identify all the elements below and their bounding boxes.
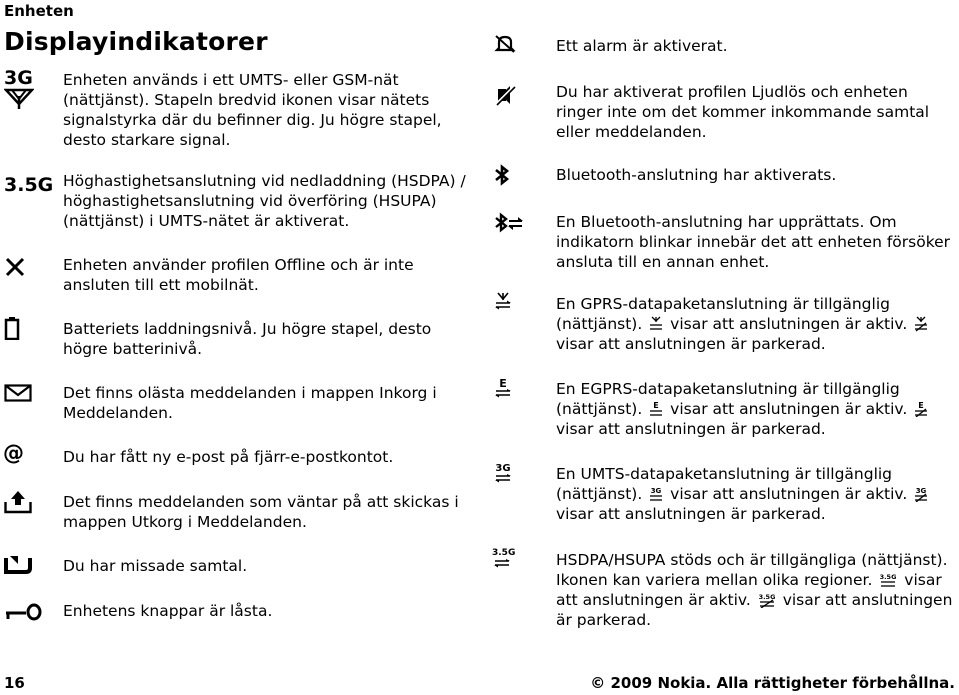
svg-text:3.5G: 3.5G bbox=[879, 573, 897, 581]
right-item-bluetooth-connected: En Bluetooth-anslutning har upprättats. Om indikatorn blinkar innebär det att enheten försöker ansluta till en annan enhet. bbox=[556, 213, 951, 271]
egprs-text-a: En EGPRS-datapaketanslutning är tillgänglig (nättjänst). bbox=[556, 380, 900, 418]
egprs-text-c: visar att anslutningen är parkerad. bbox=[556, 420, 826, 438]
gprs-text-b: visar att anslutningen är aktiv. bbox=[670, 315, 908, 333]
page-number: 16 bbox=[4, 674, 25, 692]
svg-text:E: E bbox=[653, 401, 659, 410]
right-item-bluetooth: Bluetooth-anslutning har aktiverats. bbox=[556, 166, 837, 184]
3g-signal-icon: 3G bbox=[4, 68, 34, 110]
page-title: Displayindikatorer bbox=[4, 27, 268, 56]
outbox-icon bbox=[4, 490, 32, 514]
left-item-battery: Batteriets laddningsnivå. Ju högre stapel, desto högre batterinivå. bbox=[63, 320, 432, 358]
offline-icon bbox=[4, 256, 26, 278]
silent-icon bbox=[494, 84, 516, 106]
left-item-3g: Enheten används i ett UMTS- eller GSM-nät (nättjänst). Stapeln bredvid ikonen visar nätets signalstyrka där du befinner dig. Ju högre stapel, desto starkare signal. bbox=[63, 71, 442, 149]
umts-parked-icon bbox=[914, 486, 928, 502]
gprs-text-a: En GPRS-datapaketanslutning är tillgänglig (nättjänst). bbox=[556, 295, 890, 333]
envelope-icon bbox=[4, 384, 32, 402]
egprs-icon: E bbox=[494, 378, 512, 399]
umts-icon: 3G bbox=[494, 463, 512, 484]
left-item-keylock: Enhetens knappar är låsta. bbox=[63, 602, 273, 620]
battery-icon bbox=[4, 316, 20, 340]
svg-text:3.5G: 3.5G bbox=[758, 593, 776, 601]
umts-text-a: En UMTS-datapaketanslutning är tillgänglig (nättjänst). bbox=[556, 465, 893, 503]
right-item-umts bbox=[556, 464, 956, 524]
right-item-egprs bbox=[556, 379, 956, 439]
left-item-inbox: Det finns olästa meddelanden i mappen Inkorg i Meddelanden. bbox=[63, 384, 437, 422]
egprs-active-icon bbox=[649, 401, 663, 417]
svg-text:3G: 3G bbox=[650, 487, 662, 495]
left-item-offline: Enheten använder profilen Offline och är inte ansluten till ett mobilnät. bbox=[63, 256, 414, 294]
right-item-gprs bbox=[556, 294, 956, 354]
egprs-text-b: visar att anslutningen är aktiv. bbox=[670, 400, 908, 418]
copyright: © 2009 Nokia. Alla rättigheter förbehållna. bbox=[590, 674, 955, 692]
svg-text:3G: 3G bbox=[915, 487, 927, 495]
umts-text-c: visar att anslutningen är parkerad. bbox=[556, 505, 826, 523]
umts-text-b: visar att anslutningen är aktiv. bbox=[670, 485, 908, 503]
bluetooth-connected-icon bbox=[494, 212, 524, 234]
hsdpa-text-a: HSDPA/HSUPA stöds och är tillgängliga (nättjänst). Ikonen kan variera mellan olika regioner. bbox=[556, 551, 948, 589]
right-item-alarm: Ett alarm är aktiverat. bbox=[556, 37, 728, 55]
alarm-icon bbox=[494, 34, 516, 54]
left-item-email: Du har fått ny e-post på fjärr-e-postkontot. bbox=[63, 448, 394, 466]
gprs-parked-icon bbox=[914, 316, 928, 332]
hsdpa-icon: 3.5G bbox=[492, 548, 514, 569]
left-item-3-5g: Höghastighetsanslutning vid nedladdning (HSDPA) / höghastighetsanslutning vid överföring (HSUPA) (nättjänst) i UMTS-nätet är aktiverat. bbox=[63, 172, 466, 230]
svg-text:E: E bbox=[918, 401, 924, 410]
3-5g-icon: 3.5G bbox=[4, 174, 54, 196]
right-item-silent: Du har aktiverat profilen Ljudlös och enheten ringer inte om det kommer inkommande samtal eller meddelanden. bbox=[556, 83, 930, 141]
gprs-icon bbox=[494, 292, 512, 312]
key-lock-icon bbox=[4, 601, 42, 621]
umts-active-icon bbox=[649, 486, 663, 502]
at-icon: @ bbox=[3, 441, 24, 465]
egprs-parked-icon bbox=[914, 401, 928, 417]
gprs-text-c: visar att anslutningen är parkerad. bbox=[556, 335, 826, 353]
missed-call-icon bbox=[4, 554, 32, 576]
right-item-hsdpa bbox=[556, 550, 956, 630]
hsdpa-text-c: visar att anslutningen är parkerad. bbox=[556, 591, 953, 629]
left-item-missed-call: Du har missade samtal. bbox=[63, 557, 248, 575]
hsdpa-parked-icon bbox=[758, 592, 776, 608]
hsdpa-text-b: visar att anslutningen är aktiv. bbox=[556, 571, 942, 609]
left-item-outbox: Det finns meddelanden som väntar på att skickas i mappen Utkorg i Meddelanden. bbox=[63, 493, 459, 531]
gprs-active-icon bbox=[649, 316, 663, 332]
hsdpa-active-icon bbox=[879, 572, 897, 588]
bluetooth-icon bbox=[494, 164, 510, 186]
section-label: Enheten bbox=[4, 2, 74, 20]
